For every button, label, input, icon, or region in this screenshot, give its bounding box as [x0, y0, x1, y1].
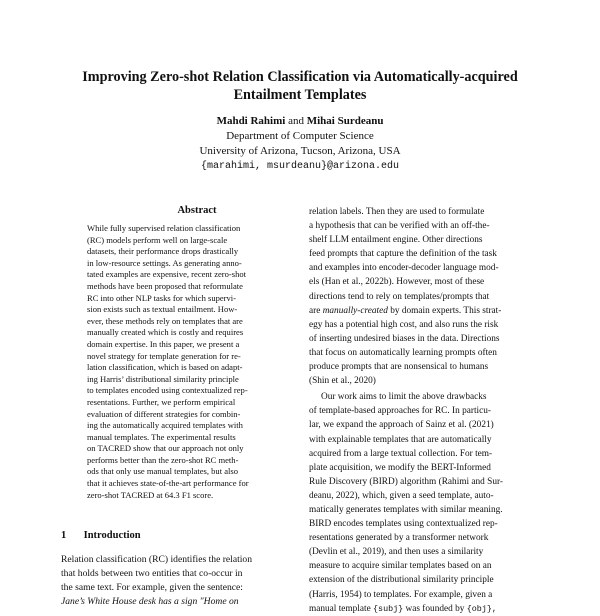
- body-line: Our work aims to limit the above drawbacks: [321, 392, 487, 403]
- author-block: [40, 114, 560, 174]
- body-line: lar, we expand the approach of Sainz et al. (2021): [309, 420, 494, 431]
- abstract-heading: Abstract: [177, 205, 217, 216]
- body-line: a hypothesis that can be verified with an off-the-: [309, 221, 490, 232]
- abstract-line: in low-resource settings. As generating anno-: [87, 257, 242, 268]
- body-line: matically generates templates with similar meaning.: [309, 504, 503, 515]
- body-line: directions tend to rely on templates/prompts that: [309, 291, 490, 302]
- body-line: produce prompts that are nonsensical to humans: [309, 362, 489, 373]
- abstract-line: (RC) models perform well on large-scale: [87, 234, 228, 245]
- author-and: and: [288, 115, 304, 127]
- body-line: resentations generated by a transformer network: [309, 533, 489, 544]
- section-heading-introduction: [61, 530, 141, 541]
- abstract-line: manual templates. The experimental results: [87, 431, 236, 442]
- body-line: [309, 304, 554, 318]
- abstract-line: domain expertise. In this paper, we present a: [87, 338, 240, 349]
- body-line: (Shin et al., 2020): [309, 376, 376, 387]
- body-line: that focus on automatically learning prompts often: [309, 347, 497, 358]
- intro-line: the same text. For example, given the sentence:: [61, 582, 243, 593]
- body-line: extension of the distributional similarity principle: [309, 575, 494, 586]
- author-names: [40, 114, 560, 129]
- intro-line: Relation classification (RC) identifies the relation: [61, 554, 253, 565]
- abstract-line: performs better than the zero-shot RC meth-: [87, 454, 239, 465]
- body-line: Rule Discovery (BIRD) algorithm (Rahimi and Sur-: [309, 476, 503, 487]
- body-line: of template-based approaches for RC. In particu-: [309, 406, 491, 417]
- abstract-line: ods that only use manual templates, but also: [87, 466, 238, 477]
- body-line: els (Han et al., 2022b). However, most of these: [309, 277, 485, 288]
- intro-line: that holds between two entities that co-occur in: [61, 568, 243, 579]
- body-line: (Harris, 1954) to templates. For example, given a: [309, 589, 493, 600]
- title-line-2: Entailment Templates: [233, 87, 367, 103]
- abstract-body: [87, 223, 307, 501]
- paper-title: [40, 68, 560, 104]
- section-title: Introduction: [83, 530, 141, 541]
- abstract-line: to templates encoded using contextualized rep-: [87, 385, 248, 396]
- body-line: shelf LLM entailment engine. Other directions: [309, 235, 483, 246]
- abstract-line: datasets, their performance drops drastically: [87, 246, 239, 257]
- abstract-line: ever, these methods rely on templates that are: [87, 315, 243, 326]
- abstract-line: on TACRED show that our approach not only: [87, 443, 244, 454]
- abstract-line: ing Harris’ distributional similarity principle: [87, 373, 239, 384]
- abstract-line: ing the automatically acquired templates with: [87, 420, 243, 431]
- body-text: manual template: [309, 603, 371, 614]
- body-line: acquired from a large textual collection. For tem-: [309, 448, 493, 459]
- university: University of Arizona, Tucson, Arizona, USA: [199, 145, 401, 157]
- body-line: egy has a potential high cost, and also runs the risk: [309, 319, 499, 330]
- introduction-body: [61, 553, 306, 609]
- template-placeholder-subj: {subj}: [373, 603, 404, 614]
- title-line-1: Improving Zero-shot Relation Classification via Automatically-acquired: [82, 69, 518, 85]
- abstract-line: lation classification, which is based on adapt-: [87, 362, 243, 373]
- abstract-line: novel strategy for template generation for re-: [87, 350, 241, 361]
- body-line: feed prompts that capture the definition of the task: [309, 249, 497, 260]
- abstract-line: manually created which is costly and requires: [87, 327, 244, 338]
- body-line: relation labels. Then they are used to formulate: [309, 207, 485, 217]
- intro-line: [61, 595, 306, 609]
- body-line: deanu, 2022), which, given a seed template, auto-: [309, 490, 494, 501]
- abstract-line: that it achieves state-of-the-art performance for: [87, 478, 249, 489]
- abstract-line: resentations. Further, we perform empirical: [87, 396, 236, 407]
- section-number: 1: [61, 530, 67, 541]
- intro-example-sentence: Jane’s White House desk has a sign "Home on: [61, 596, 239, 607]
- body-line: BIRD encodes templates using contextualized rep-: [309, 519, 498, 530]
- body-line: plate acquisition, we modify the BERT-Informed: [309, 462, 491, 473]
- body-line: [309, 602, 554, 616]
- body-line: measure to acquire similar templates based on an: [309, 561, 492, 572]
- abstract-line: RC into other NLP tasks for which supervi-: [87, 292, 236, 303]
- abstract-line: zero-shot TACRED at 64.3 F1 score.: [87, 489, 214, 500]
- body-line: (Devlin et al., 2019), and then uses a similarity: [309, 547, 484, 558]
- body-line: of inserting undesired biases in the data. Directions: [309, 333, 500, 344]
- abstract-line: While fully supervised relation classification: [87, 223, 241, 233]
- body-text: are: [309, 305, 321, 316]
- abstract-line: tated examples are expensive, recent zero-shot: [87, 269, 246, 280]
- body-line: and examples into encoder-decoder language mod-: [309, 263, 499, 274]
- author-email: {marahimi, msurdeanu}@arizona.edu: [200, 161, 400, 172]
- department: Department of Computer Science: [226, 130, 374, 142]
- body-text: was founded by: [405, 603, 465, 614]
- template-placeholder-obj: {obj},: [466, 603, 497, 614]
- author-2: Mihai Surdeanu: [306, 115, 384, 127]
- abstract-line: evaluation of different strategies for combin-: [87, 408, 241, 419]
- right-column: [309, 205, 554, 616]
- author-1: Mahdi Rahimi: [216, 115, 286, 127]
- emphasis-manually-created: manually-created: [322, 305, 388, 316]
- body-text: by domain experts. This strat-: [390, 305, 502, 316]
- abstract-line: methods have been proposed that reformulate: [87, 280, 243, 291]
- body-line: with explainable templates that are automatically: [309, 434, 492, 445]
- abstract-line: sion exists such as textual entailment. How-: [87, 304, 238, 315]
